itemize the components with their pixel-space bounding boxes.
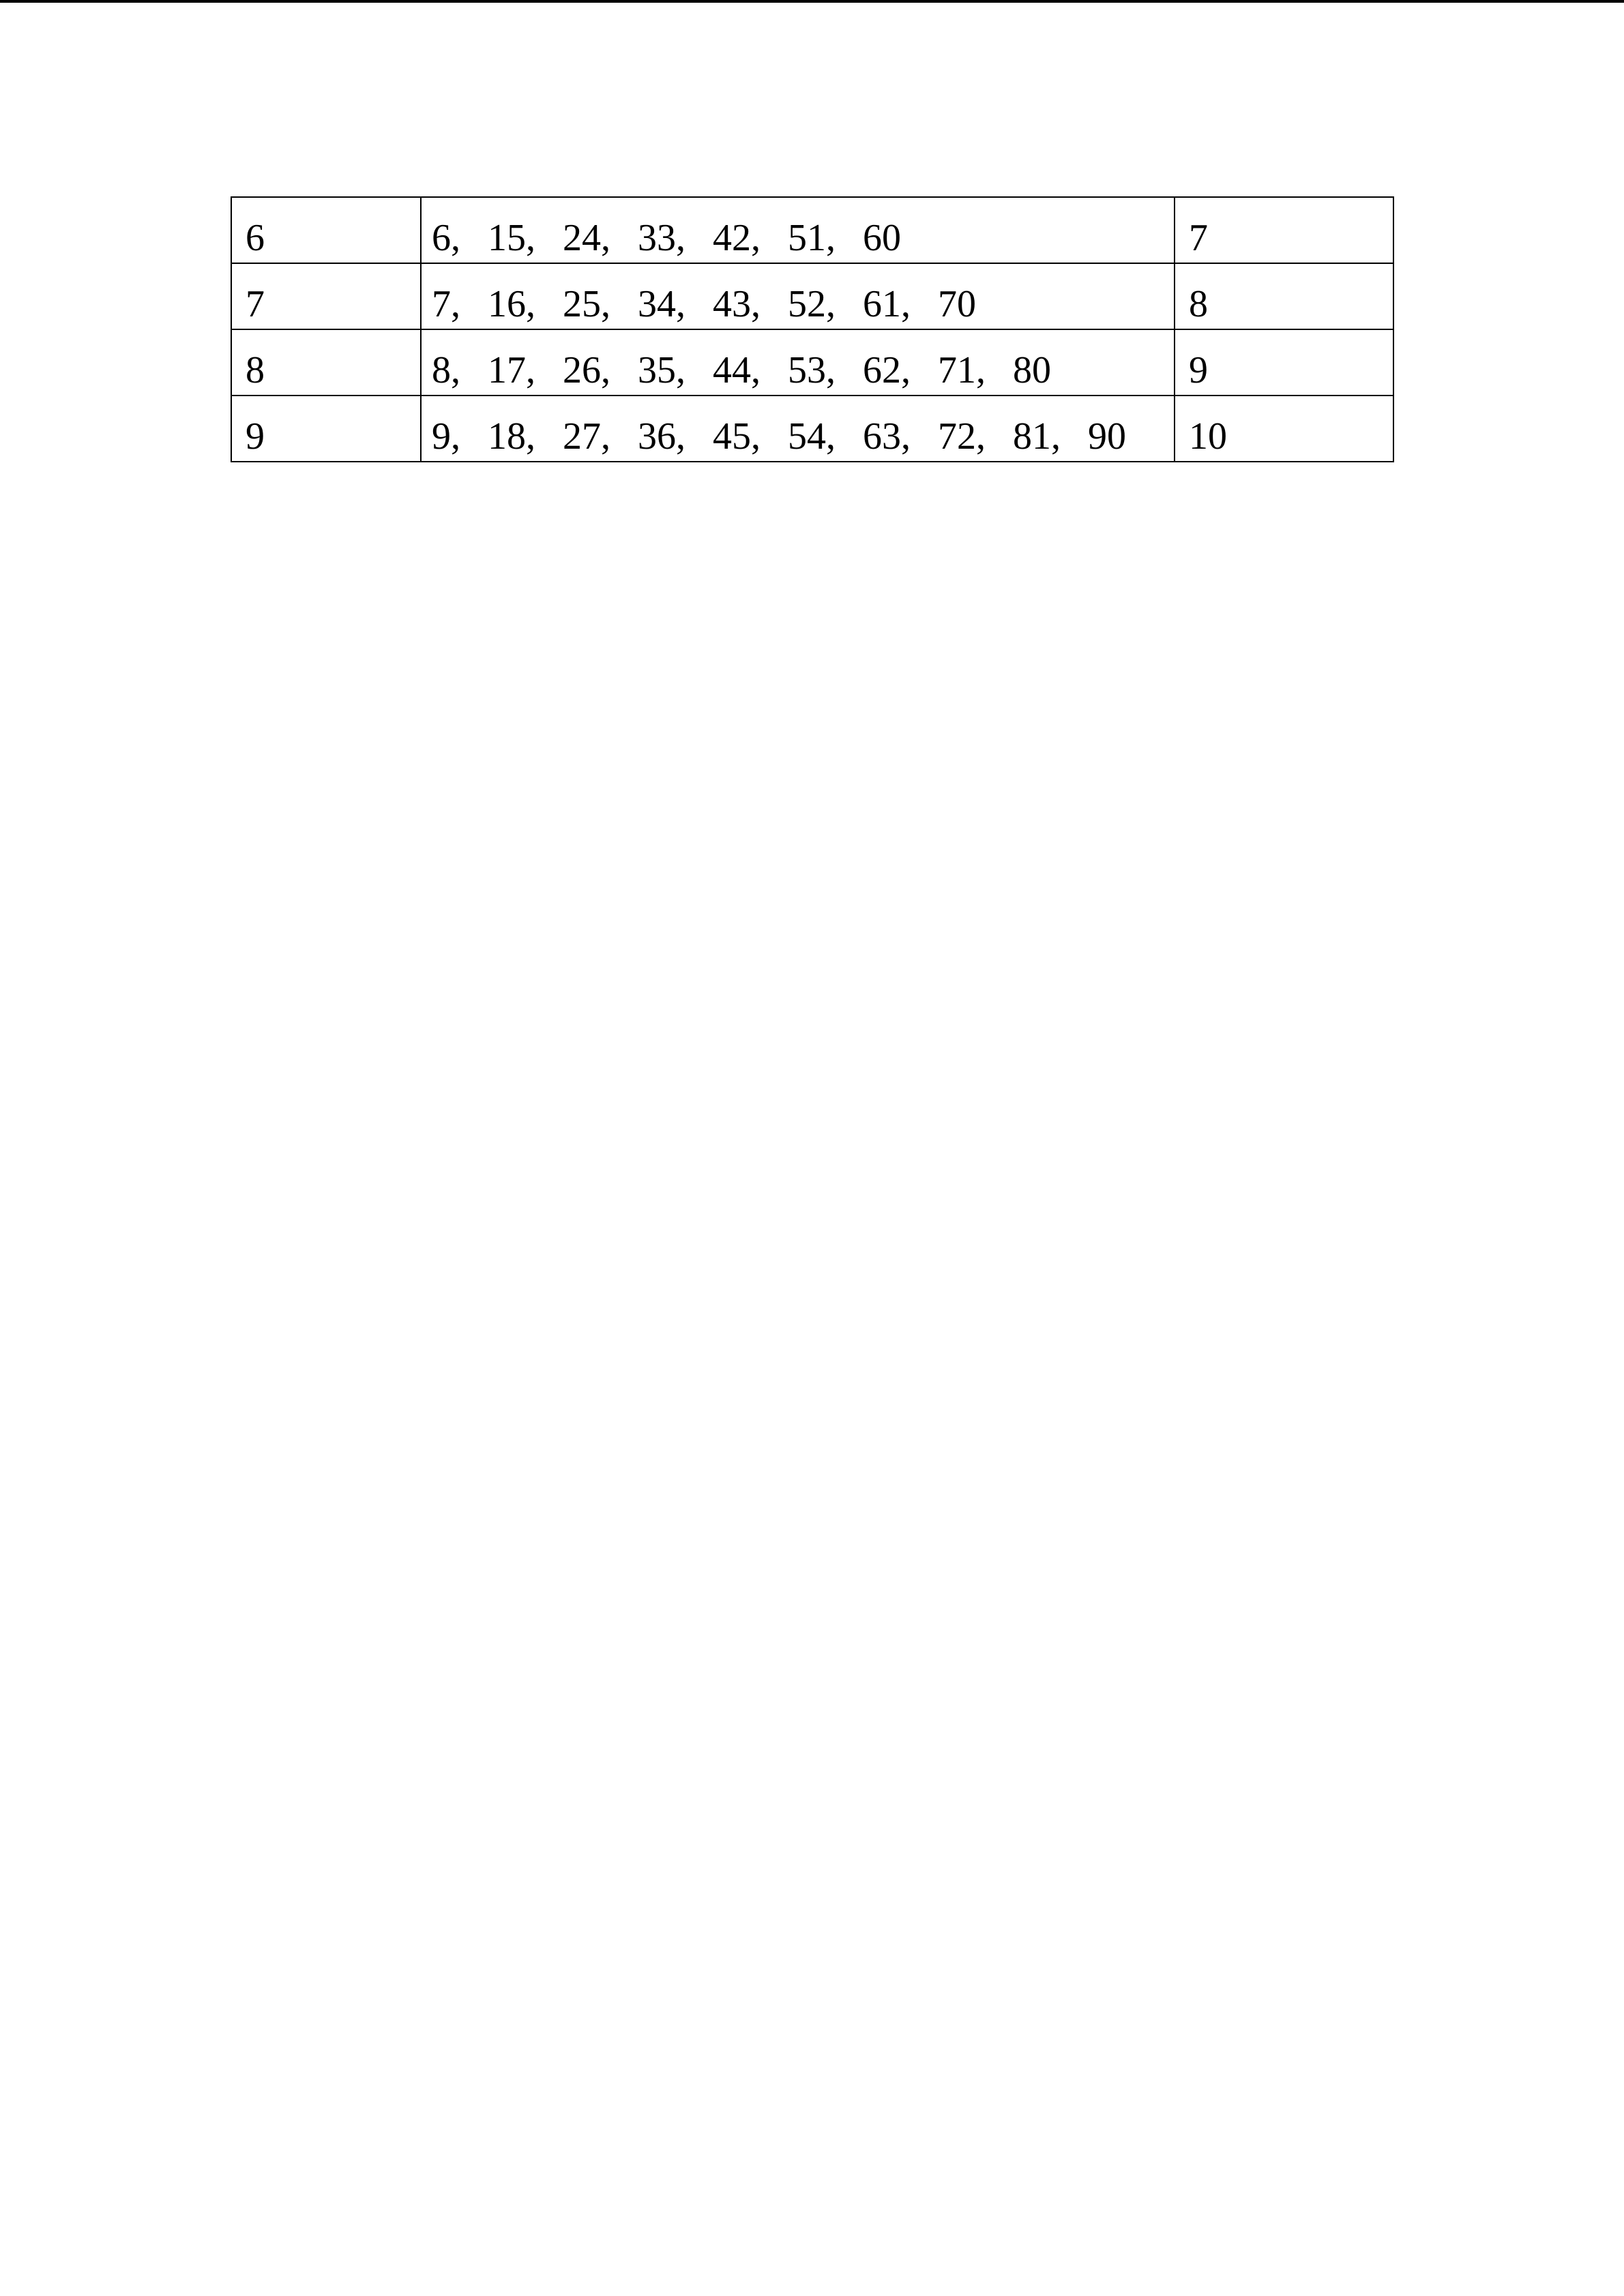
table-cell-count: 7: [1175, 197, 1393, 263]
table-cell-numbers: 8, 17, 26, 35, 44, 53, 62, 71, 80: [421, 329, 1175, 396]
table-cell-digit: 7: [231, 263, 421, 329]
table-cell-numbers: 7, 16, 25, 34, 43, 52, 61, 70: [421, 263, 1175, 329]
table-row: [231, 263, 1393, 329]
page-top-border: [0, 0, 1624, 3]
table-cell-numbers: 9, 18, 27, 36, 45, 54, 63, 72, 81, 90: [421, 396, 1175, 462]
digit-sum-table: [231, 196, 1394, 462]
table-cell-count: 9: [1175, 329, 1393, 396]
table-cell-numbers: 6, 15, 24, 33, 42, 51, 60: [421, 197, 1175, 263]
table-cell-digit: 9: [231, 396, 421, 462]
table-cell-digit: 8: [231, 329, 421, 396]
table-row: [231, 197, 1393, 263]
table-cell-count: 10: [1175, 396, 1393, 462]
table-cell-digit: 6: [231, 197, 421, 263]
table-row: [231, 329, 1393, 396]
table-cell-count: 8: [1175, 263, 1393, 329]
table-row: [231, 396, 1393, 462]
